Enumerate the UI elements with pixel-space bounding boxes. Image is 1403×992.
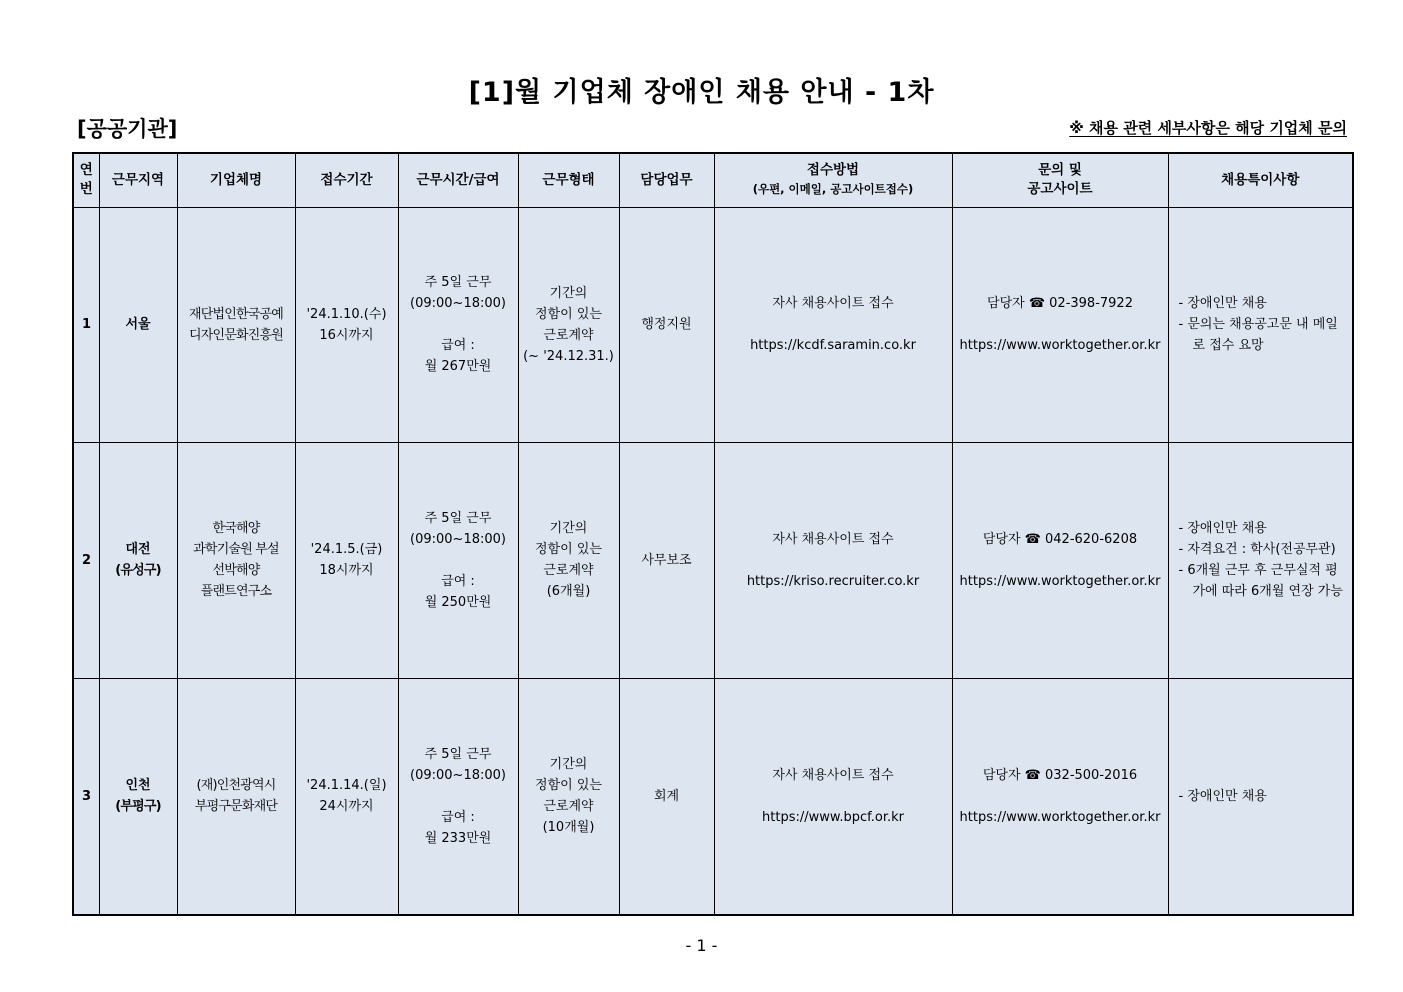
phone-number: 02-398-7922 (1049, 296, 1133, 312)
contact-url[interactable]: https://www.worktogether.or.kr (959, 573, 1161, 589)
row-employment-type: 기간의 정함이 있는 근로계약 (6개월) (518, 443, 619, 679)
header-period: 접수기간 (295, 153, 398, 207)
table-header-row (73, 153, 1353, 207)
special-item: - 장애인만 채용 (1178, 296, 1267, 312)
row-duty: 회계 (619, 678, 714, 915)
row-company: 한국해양 과학기술원 부설 선박해양 플랜트연구소 (177, 443, 295, 679)
table-row (73, 443, 1353, 679)
row-contact (952, 678, 1168, 915)
special-item: - 문의는 채용공고문 내 메일로 접수 요망 (1178, 317, 1338, 354)
row-number: 1 (73, 207, 99, 443)
row-method: 자사 채용사이트 접수 https://kcdf.saramin.co.kr (714, 207, 952, 443)
row-company: (재)인천광역시 부평구문화재단 (177, 678, 295, 915)
contact-url[interactable]: https://www.worktogether.or.kr (959, 809, 1161, 825)
method-url[interactable]: https://kriso.recruiter.co.kr (746, 573, 920, 589)
row-contact (952, 207, 1168, 443)
special-item: - 6개월 근무 후 근무실적 평가에 따라 6개월 연장 가능 (1178, 563, 1343, 600)
phone-label: 담당자 ☎ (982, 531, 1041, 547)
inquiry-note: ※ 채용 관련 세부사항은 해당 기업체 문의 (1069, 119, 1347, 137)
row-period: '24.1.5.(금) 18시까지 (295, 443, 398, 679)
row-special (1168, 207, 1353, 443)
header-company: 기업체명 (177, 153, 295, 207)
method-url[interactable]: https://kcdf.saramin.co.kr (750, 338, 916, 354)
header-duty: 담당업무 (619, 153, 714, 207)
phone-label: 담당자 ☎ (987, 296, 1046, 312)
row-duty: 행정지원 (619, 207, 714, 443)
header-no: 연 번 (73, 153, 99, 207)
header-method: 접수방법 (우편, 이메일, 공고사이트접수) (714, 153, 952, 207)
special-item: - 자격요건 : 학사(전공무관) (1178, 542, 1336, 558)
row-hours: 주 5일 근무 (09:00~18:00) 급여 : 월 233만원 (398, 678, 518, 915)
header-type: 근무형태 (518, 153, 619, 207)
row-hours: 주 5일 근무 (09:00~18:00) 급여 : 월 267만원 (398, 207, 518, 443)
header-hours: 근무시간/급여 (398, 153, 518, 207)
phone-number: 032-500-2016 (1045, 767, 1138, 783)
special-item: - 장애인만 채용 (1178, 788, 1267, 804)
row-employment-type: 기간의 정함이 있는 근로계약 (10개월) (518, 678, 619, 915)
method-url[interactable]: https://www.bpcf.or.kr (762, 809, 904, 825)
header-contact: 문의 및 공고사이트 (952, 153, 1168, 207)
row-contact (952, 443, 1168, 679)
phone-number: 042-620-6208 (1045, 531, 1138, 547)
section-label: [공공기관] (77, 117, 178, 141)
row-method: 자사 채용사이트 접수 https://kriso.recruiter.co.kr (714, 443, 952, 679)
row-region: 인천 (부평구) (99, 678, 177, 915)
row-method: 자사 채용사이트 접수 https://www.bpcf.or.kr (714, 678, 952, 915)
row-number: 2 (73, 443, 99, 679)
special-item: - 장애인만 채용 (1178, 521, 1267, 537)
header-special: 채용특이사항 (1168, 153, 1353, 207)
row-duty: 사무보조 (619, 443, 714, 679)
page-number: - 1 - (685, 936, 718, 955)
phone-label: 담당자 ☎ (982, 767, 1041, 783)
page-title: [1]월 기업체 장애인 채용 안내 - 1차 (468, 77, 935, 108)
row-special (1168, 443, 1353, 679)
row-period: '24.1.10.(수) 16시까지 (295, 207, 398, 443)
row-company: 재단법인한국공예 디자인문화진흥원 (177, 207, 295, 443)
row-number: 3 (73, 678, 99, 915)
row-hours: 주 5일 근무 (09:00~18:00) 급여 : 월 250만원 (398, 443, 518, 679)
row-employment-type: 기간의 정함이 있는 근로계약 (~ '24.12.31.) (518, 207, 619, 443)
row-region: 대전 (유성구) (99, 443, 177, 679)
row-region: 서울 (99, 207, 177, 443)
contact-url[interactable]: https://www.worktogether.or.kr (959, 338, 1161, 354)
row-period: '24.1.14.(일) 24시까지 (295, 678, 398, 915)
header-region: 근무지역 (99, 153, 177, 207)
table-row (73, 207, 1353, 443)
job-table (72, 152, 1354, 916)
table-row (73, 678, 1353, 915)
row-special (1168, 678, 1353, 915)
